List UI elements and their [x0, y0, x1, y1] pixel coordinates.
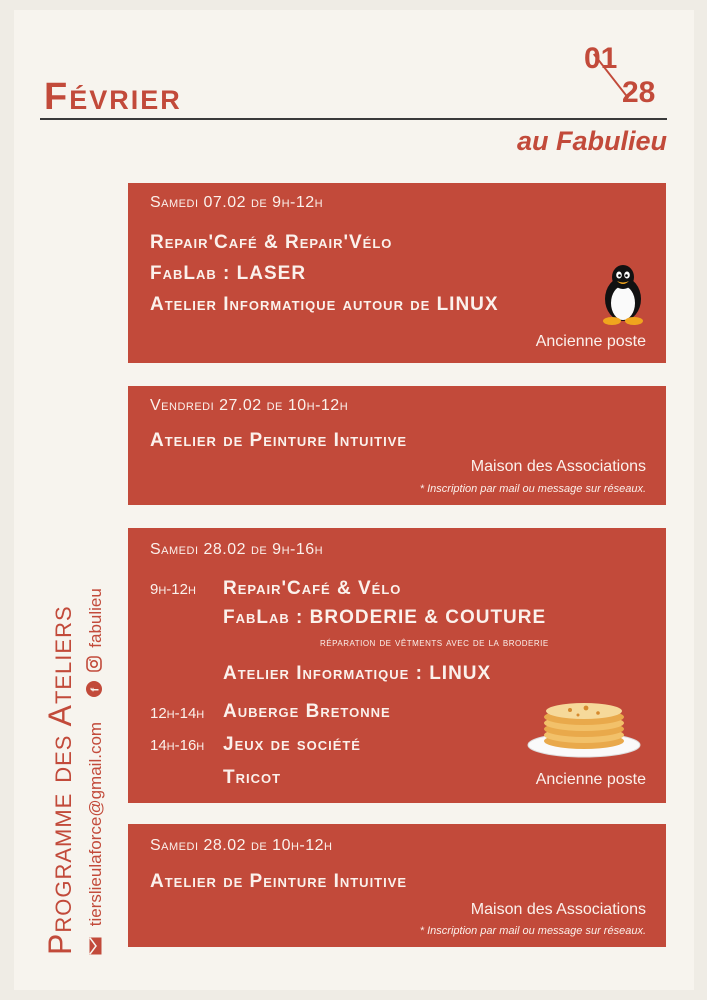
event-date: Samedi 28.02 de 9h-16h: [150, 541, 324, 558]
event-card-2: [128, 386, 666, 505]
month-title: Février: [44, 76, 182, 118]
event-line: Atelier Informatique : LINUX: [223, 663, 492, 684]
social-handle[interactable]: [86, 588, 105, 697]
event-line: FabLab : LASER: [150, 263, 307, 284]
event-place: Ancienne poste: [535, 771, 646, 788]
event-line: Auberge Bretonne: [223, 701, 391, 722]
event-time: 14h-16h: [150, 737, 205, 754]
header-divider: [40, 118, 667, 120]
date-range: [582, 40, 672, 110]
event-time: 12h-14h: [150, 705, 205, 722]
social-handle-text: fabulieu: [86, 588, 105, 648]
facebook-icon: [86, 681, 107, 697]
event-line: Repair'Café & Repair'Vélo: [150, 232, 393, 253]
svg-text:f: f: [89, 688, 102, 692]
program-title: Programme des Ateliers: [42, 605, 78, 955]
event-subline: réparation de vêtments avec de la broderie: [320, 637, 549, 649]
event-time: 9h-12h: [150, 581, 196, 598]
event-note: * Inscription par mail ou message sur réseaux.: [419, 925, 646, 937]
event-line: Atelier de Peinture Intuitive: [150, 430, 408, 451]
event-place: Ancienne poste: [535, 333, 646, 350]
event-card-1: [128, 183, 666, 363]
event-card-4: [128, 824, 666, 947]
side-panel: [42, 415, 105, 955]
contact-line: [86, 415, 107, 955]
crepes-plate-icon: [526, 693, 642, 764]
event-line: Atelier Informatique autour de LINUX: [150, 294, 499, 315]
event-place: Maison des Associations: [470, 901, 646, 918]
event-line: Atelier de Peinture Intuitive: [150, 871, 408, 892]
event-date: Samedi 07.02 de 9h-12h: [150, 194, 324, 211]
event-line: Tricot: [223, 767, 282, 788]
venue-title: au Fabulieu: [516, 126, 667, 156]
date-end: 28: [622, 76, 656, 109]
event-card-3: [128, 528, 666, 803]
date-start: 01: [584, 42, 618, 75]
event-line: FabLab : BRODERIE & COUTURE: [223, 607, 547, 628]
mail-icon: [87, 937, 107, 955]
event-note: * Inscription par mail ou message sur réseaux.: [419, 483, 646, 495]
event-line: Jeux de société: [223, 734, 361, 755]
event-place: Maison des Associations: [470, 458, 646, 475]
tux-penguin-icon: [598, 263, 648, 330]
event-date: Vendredi 27.02 de 10h-12h: [150, 397, 349, 414]
instagram-icon: [86, 656, 107, 672]
email-link[interactable]: tierslieulaforce@gmail.com: [86, 721, 105, 927]
event-line: Repair'Café & Vélo: [223, 578, 402, 599]
event-date: Samedi 28.02 de 10h-12h: [150, 837, 333, 854]
